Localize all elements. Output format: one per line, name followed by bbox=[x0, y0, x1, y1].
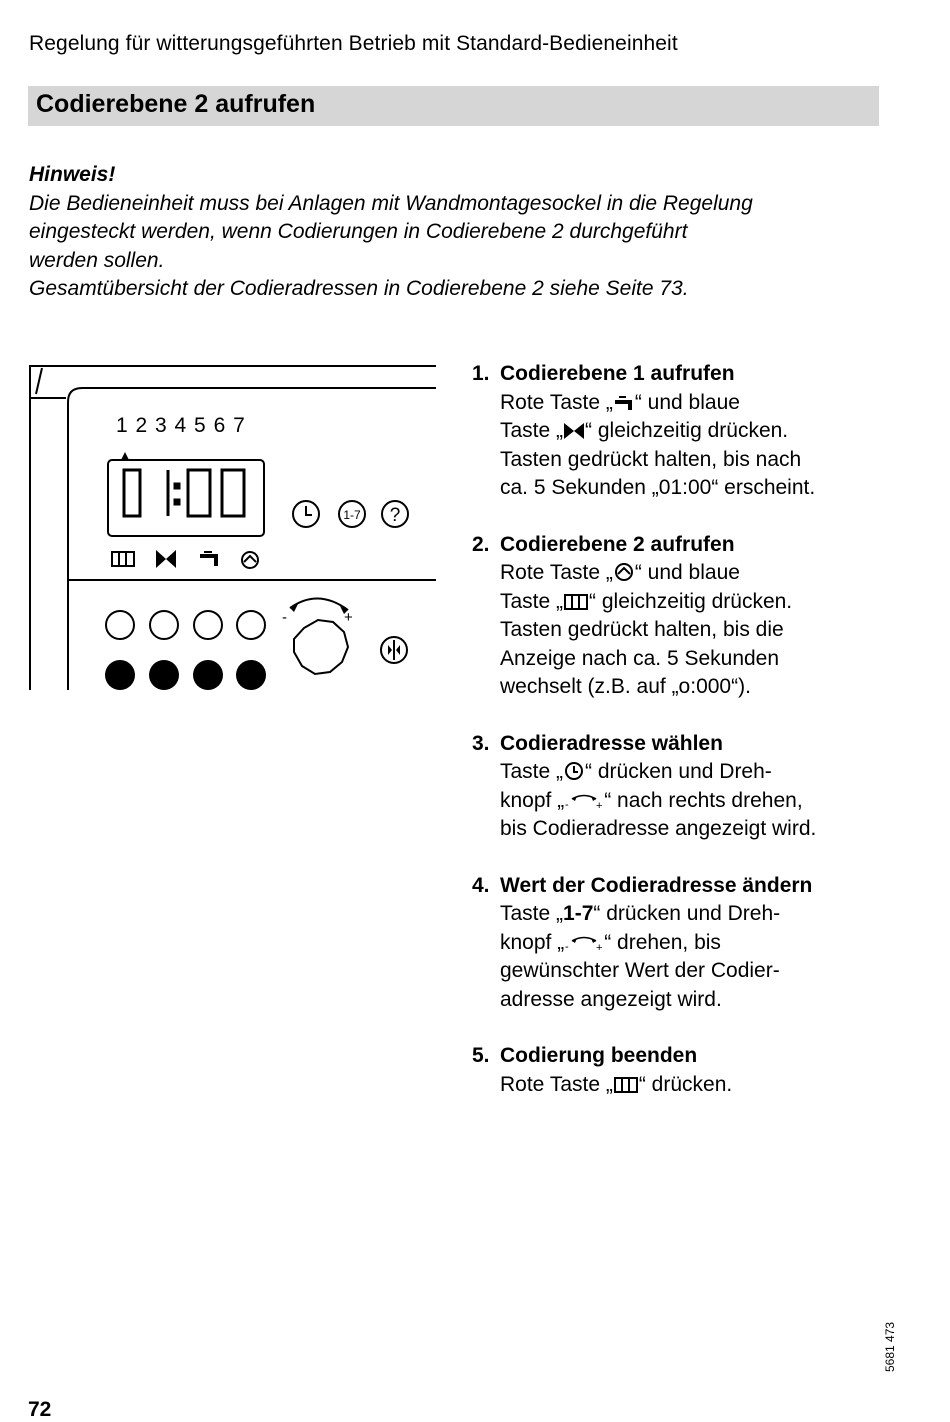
step-text: Rote Taste „ bbox=[500, 561, 613, 584]
chimney-sweep-icon bbox=[242, 552, 258, 568]
blue-button-4 bbox=[237, 611, 265, 639]
svg-text:-: - bbox=[565, 940, 569, 952]
step-list bbox=[472, 360, 922, 1127]
note-line: werden sollen. bbox=[29, 248, 165, 272]
step-text: “ gleichzeitig drücken. bbox=[585, 419, 789, 442]
lcd-digits bbox=[124, 470, 244, 516]
step-4 bbox=[472, 872, 922, 1015]
fan-icon bbox=[156, 550, 176, 568]
service-button-right-arrow bbox=[396, 645, 400, 655]
step-text: knopf „ bbox=[500, 788, 565, 812]
clock-icon bbox=[306, 506, 312, 515]
lcd-digit-2 bbox=[188, 470, 210, 516]
fan-icon bbox=[563, 422, 585, 440]
step-title: Codierebene 1 aufrufen bbox=[500, 362, 735, 385]
week-key-label: 1-7 bbox=[563, 902, 594, 925]
step-text: Rote Taste „ bbox=[500, 390, 613, 414]
step-text: Rote Taste „ bbox=[500, 1072, 613, 1096]
step-text: Taste „ bbox=[500, 760, 564, 783]
red-button-1 bbox=[105, 660, 135, 690]
step-title: Codierung beenden bbox=[500, 1044, 698, 1067]
clock-icon bbox=[563, 761, 585, 781]
step-title: Wert der Codieradresse ändern bbox=[500, 873, 813, 897]
step-text: “ und blaue bbox=[634, 390, 740, 414]
rotary-knob-arrow-icon bbox=[290, 598, 348, 610]
step-title: Codieradresse wählen bbox=[500, 731, 723, 755]
lcd-colon-top bbox=[175, 484, 179, 488]
service-button-left-arrow bbox=[388, 645, 392, 655]
hot-water-tap-icon bbox=[200, 552, 216, 566]
lcd-colon-bottom bbox=[175, 500, 179, 504]
step-body bbox=[500, 900, 922, 1014]
step-5 bbox=[472, 1042, 922, 1099]
blue-button-1 bbox=[106, 611, 134, 639]
svg-text:+: + bbox=[596, 941, 603, 952]
note-heading: Hinweis! bbox=[29, 163, 116, 186]
help-button-label: ? bbox=[389, 505, 401, 526]
svg-text:-: - bbox=[565, 798, 569, 810]
step-text: Taste „ bbox=[500, 902, 564, 925]
step-body bbox=[500, 389, 922, 503]
step-body bbox=[500, 758, 922, 844]
radiator-icon bbox=[613, 1076, 639, 1094]
note-line: Gesamtübersicht der Codieradressen in Codierebene 2 siehe Seite 73. bbox=[29, 277, 689, 301]
running-header: Regelung für witterungsgeführten Betrieb mit Standard-Bedieneinheit bbox=[29, 32, 678, 55]
note-line: Die Bedieneinheit muss bei Anlagen mit Wandmontagesockel in die Regelung bbox=[29, 191, 753, 215]
panel-corner-mark bbox=[36, 368, 42, 394]
section-heading-bar bbox=[28, 86, 879, 126]
control-panel-illustration bbox=[28, 360, 448, 700]
knob-plus-label: + bbox=[344, 609, 353, 626]
red-button-4 bbox=[236, 660, 266, 690]
step-text: “ nach rechts drehen, bbox=[604, 788, 803, 812]
radiator-icon bbox=[563, 593, 589, 611]
step-number: 3. bbox=[472, 731, 490, 755]
week-button-label: 1-7 bbox=[343, 508, 361, 522]
section-title: Codierebene 2 aufrufen bbox=[36, 90, 316, 118]
rotary-knob-arrow-icon bbox=[564, 934, 604, 952]
red-button-2 bbox=[149, 660, 179, 690]
step-number: 5. bbox=[472, 1044, 490, 1067]
step-text: “ drehen, bis bbox=[604, 930, 721, 954]
step-1 bbox=[472, 360, 922, 503]
step-text: adresse angezeigt wird. bbox=[500, 987, 722, 1011]
step-text: Taste „ bbox=[500, 419, 564, 442]
day-marker-triangle bbox=[121, 452, 129, 460]
note-block bbox=[29, 161, 899, 304]
step-text: Taste „ bbox=[500, 589, 564, 613]
document-number: 5681 473 bbox=[883, 1321, 897, 1372]
step-text: “ und blaue bbox=[634, 561, 740, 584]
step-text: ca. 5 Sekunden „01:00“ erscheint. bbox=[500, 476, 816, 499]
step-text: Tasten gedrückt halten, bis die bbox=[500, 618, 784, 641]
step-text: Tasten gedrückt halten, bis nach bbox=[500, 447, 802, 471]
step-text: “ gleichzeitig drücken. bbox=[589, 589, 793, 613]
rotary-knob bbox=[294, 620, 348, 674]
step-body bbox=[500, 559, 922, 702]
step-number: 2. bbox=[472, 532, 490, 556]
rotary-knob-arrow-icon bbox=[564, 792, 604, 810]
lcd-digit-3 bbox=[222, 470, 244, 516]
panel-drawing bbox=[28, 360, 448, 700]
step-text: bis Codieradresse angezeigt wird. bbox=[500, 817, 817, 840]
step-text: “ drücken. bbox=[638, 1072, 733, 1096]
knob-minus-label: - bbox=[282, 609, 287, 626]
step-number: 4. bbox=[472, 873, 490, 897]
blue-button-2 bbox=[150, 611, 178, 639]
step-text: knopf „ bbox=[500, 930, 565, 954]
step-2 bbox=[472, 531, 922, 702]
red-button-3 bbox=[193, 660, 223, 690]
step-text: “ drücken und Dreh- bbox=[585, 760, 772, 783]
step-text: wechselt (z.B. auf „o:000“). bbox=[500, 675, 751, 698]
page-number: 72 bbox=[28, 1398, 52, 1421]
chimney-sweep-icon bbox=[613, 562, 635, 582]
note-line: eingesteckt werden, wenn Codierungen in Codierebene 2 durchgeführt bbox=[29, 220, 688, 244]
step-number: 1. bbox=[472, 362, 490, 385]
step-3 bbox=[472, 730, 922, 844]
blue-button-3 bbox=[194, 611, 222, 639]
svg-text:+: + bbox=[596, 799, 603, 810]
lcd-digit-0 bbox=[124, 470, 140, 516]
radiator-icon bbox=[112, 552, 134, 566]
step-title: Codierebene 2 aufrufen bbox=[500, 532, 735, 556]
hot-water-tap-icon bbox=[613, 394, 635, 412]
step-body bbox=[500, 1071, 922, 1100]
weekday-digits: 1 2 3 4 5 6 7 bbox=[116, 414, 246, 437]
step-text: Anzeige nach ca. 5 Sekunden bbox=[500, 646, 780, 670]
step-text: gewünschter Wert der Codier- bbox=[500, 959, 780, 982]
step-text: “ drücken und Dreh- bbox=[593, 902, 781, 925]
